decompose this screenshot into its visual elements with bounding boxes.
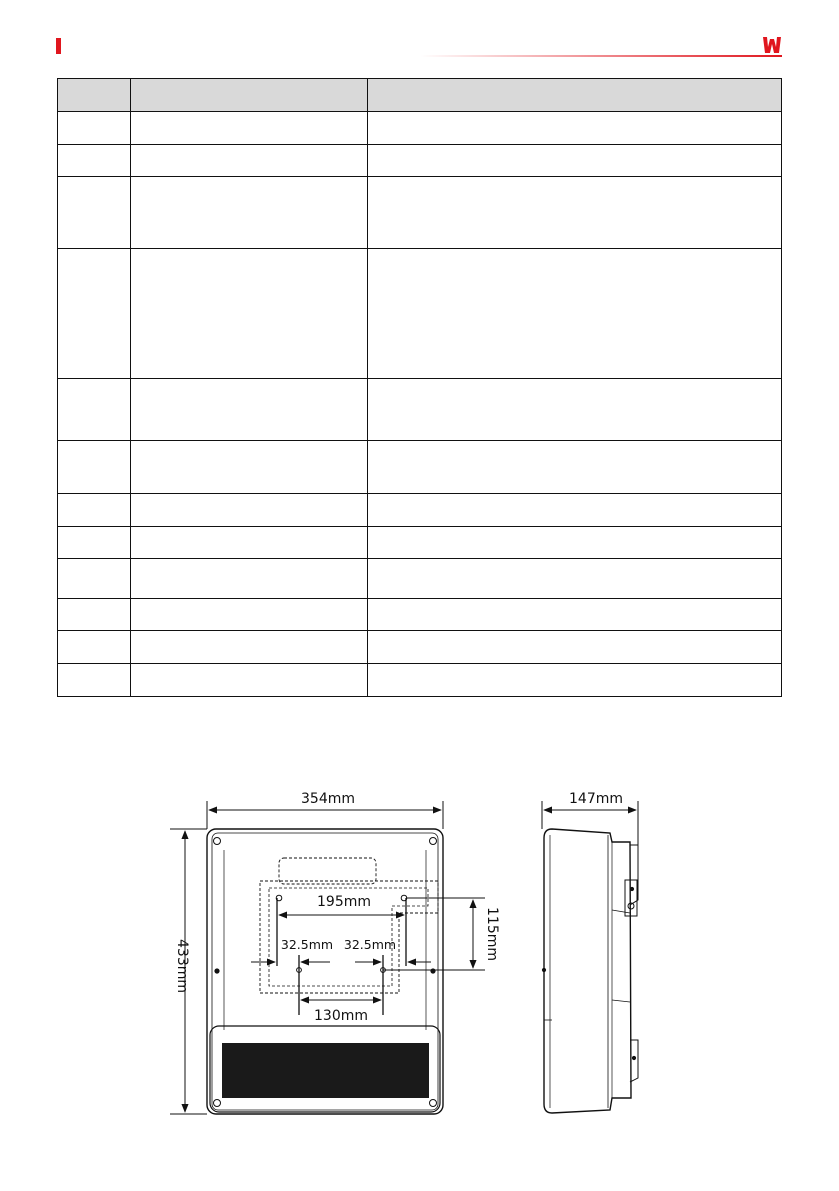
offset-left-dimension [251, 955, 330, 1015]
depth-dimension [542, 801, 638, 845]
bracket-width-label: 195mm [317, 894, 371, 910]
bracket-height-dimension [383, 898, 485, 970]
bottom-span-label: 130mm [314, 1008, 368, 1024]
front-view [207, 829, 443, 1114]
offset-right-label: 32.5mm [343, 937, 397, 952]
bracket-height-label: 115mm [484, 907, 500, 961]
offset-left-label: 32.5mm [280, 937, 334, 952]
offset-right-dimension [355, 955, 431, 1015]
depth-label: 147mm [569, 791, 623, 807]
height-label: 433mm [174, 939, 190, 993]
side-view [543, 829, 639, 1113]
width-label: 354mm [301, 791, 355, 807]
